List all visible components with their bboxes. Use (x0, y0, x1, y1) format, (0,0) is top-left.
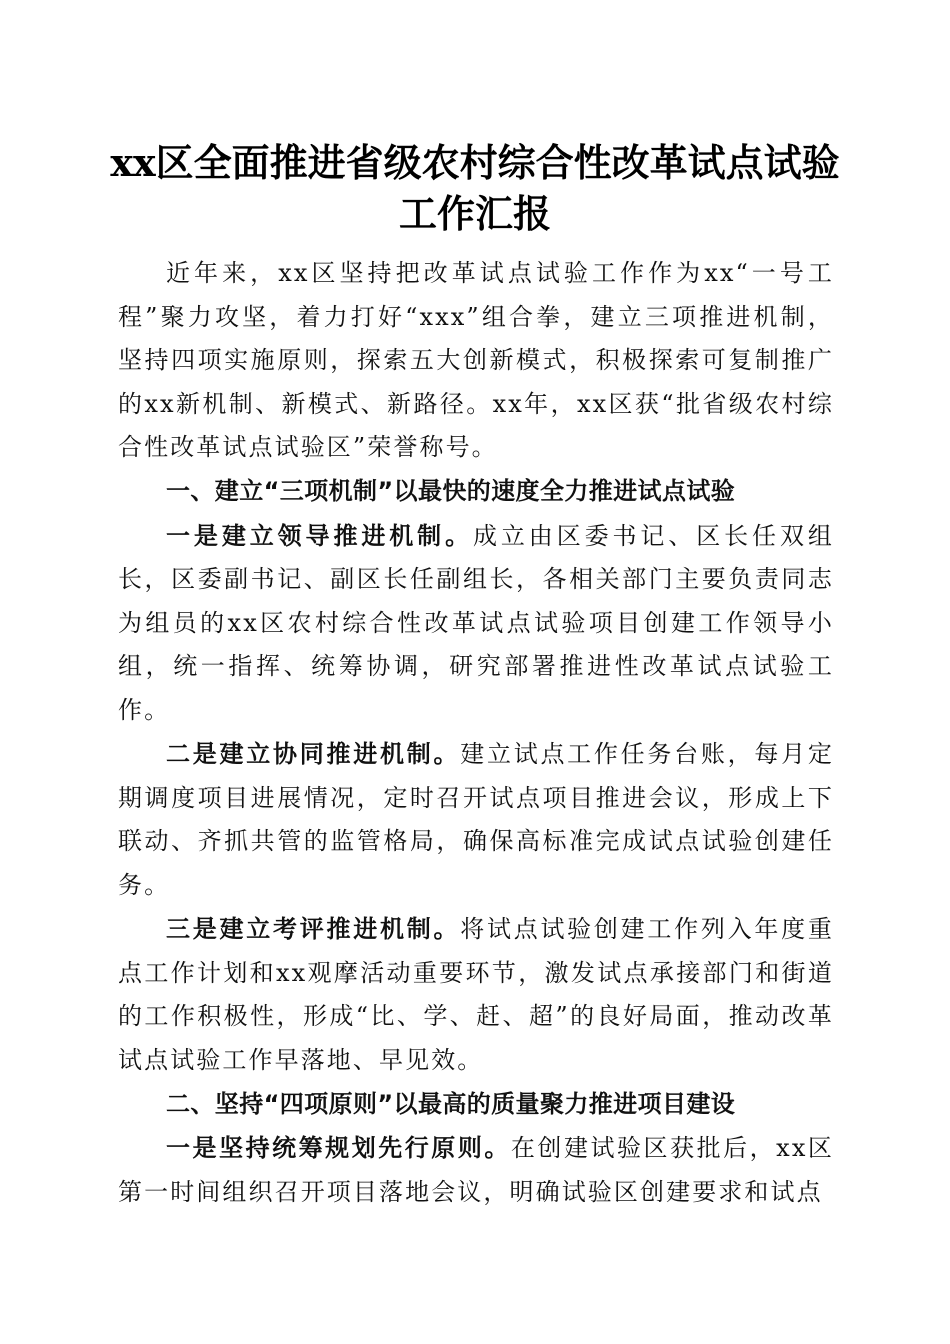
section-1-heading: 一、建立“三项机制”以最快的速度全力推进试点试验 (166, 477, 736, 505)
paragraph-body: 将试点试验创建工作列入年度重点工作计划和xx观摩活动重要环节，激发试点承接部门和街道的工作积极性，形成“比、学、赶、超”的良好局面，推动改革试点试验工作早落地、早见效。 (118, 915, 834, 1074)
paragraph-lead: 二是建立协同推进机制。 (166, 739, 461, 768)
section-1-paragraph-1 (118, 514, 834, 733)
title-line-1: xx区全面推进省级农村综合性改革试点试验 (110, 140, 840, 185)
document-body (118, 252, 834, 1214)
paragraph-body: 成立由区委书记、区长任双组长，区委副书记、副区长任副组长，各相关部门主要负责同志为组员的xx区农村综合性改革试点试验项目创建工作领导小组，统一指挥、统筹协调，研究部署推进性改革试点试验工作。 (118, 521, 834, 724)
section-1-paragraph-3 (118, 907, 834, 1082)
section-2-paragraph-1 (118, 1126, 834, 1214)
paragraph-lead: 一是建立领导推进机制。 (166, 520, 473, 550)
document-title (100, 137, 850, 239)
section-1-paragraph-2 (118, 732, 834, 907)
title-line-2: 工作汇报 (398, 191, 551, 236)
section-2-heading: 二、坚持“四项原则”以最高的质量聚力推进项目建设 (166, 1089, 736, 1118)
paragraph-body: 在创建试验区获批后，xx区第一时间组织召开项目落地会议，明确试验区创建要求和试点 (118, 1134, 834, 1206)
paragraph-lead: 三是建立考评推进机制。 (166, 914, 461, 943)
paragraph-body: 建立试点工作任务台账，每月定期调度项目进展情况，定时召开试点项目推进会议，形成上下联动、齐抓共管的监管格局，确保高标准完成试点试验创建任务。 (118, 740, 834, 899)
paragraph-lead: 一是坚持统筹规划先行原则。 (166, 1133, 511, 1162)
intro-paragraph: 近年来，xx区坚持把改革试点试验工作作为xx“一号工程”聚力攻坚，着力打好“xxx”组合拳，建立三项推进机制，坚持四项实施原则，探索五大创新模式，积极探索可复制推广的xx新机制、新模式、新路径。xx年，xx区获“批省级农村综合性改革试点试验区”荣誉称号。 (118, 259, 834, 461)
